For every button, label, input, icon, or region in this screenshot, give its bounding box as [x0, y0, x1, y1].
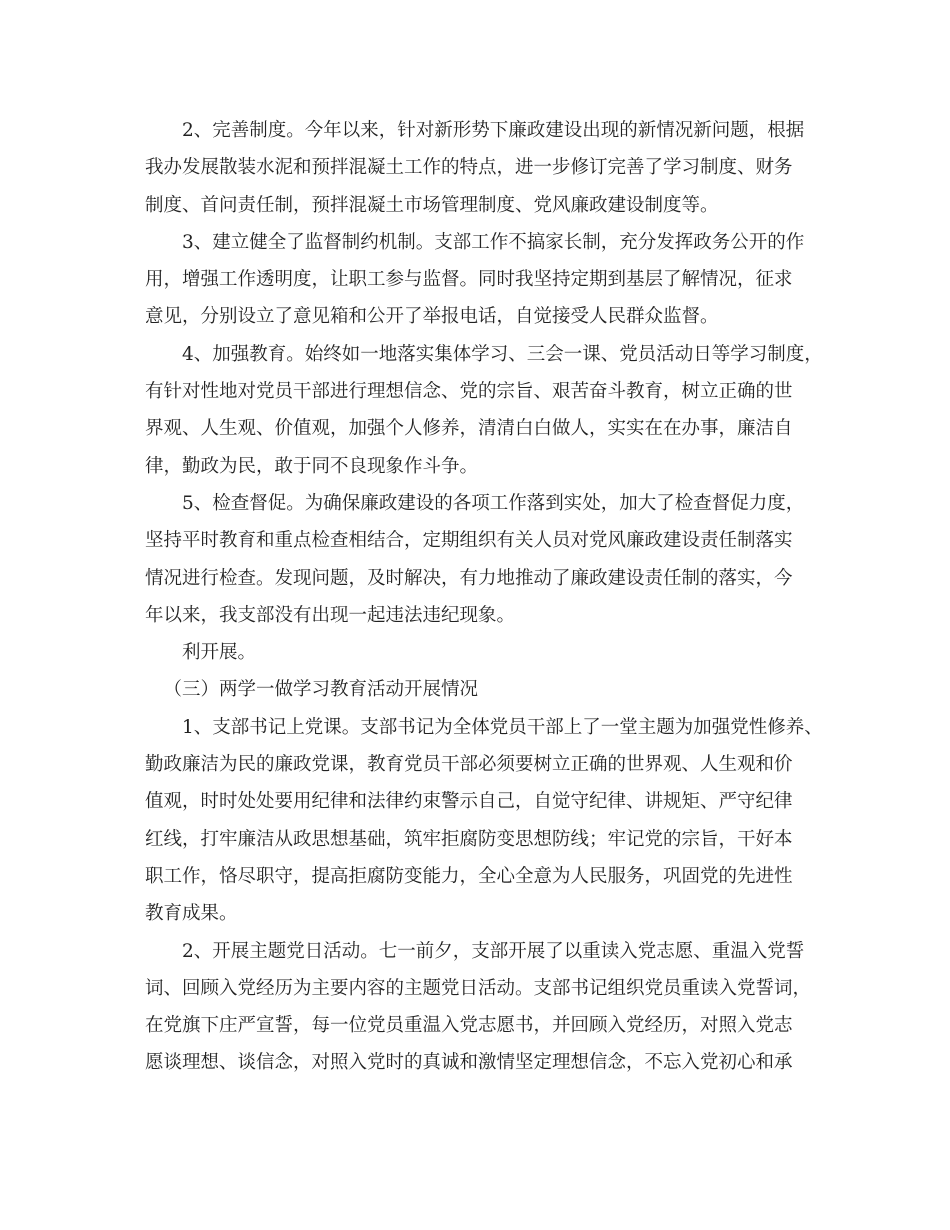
text-line: 用，增强工作透明度，让职工参与监督。同时我坚持定期到基层了解情况，征求: [145, 269, 793, 291]
paragraph-improve-system: [145, 112, 805, 224]
text-line: 律，勤政为民，敢于同不良现象作斗争。: [145, 455, 479, 477]
text-line: 利开展。: [182, 642, 257, 664]
text-line: 情况进行检查。发现问题，及时解决，有力地推动了廉政建设责任制的落实，今: [145, 567, 793, 589]
text-line: 红线，打牢廉洁从政思想基础，筑牢拒腐防变思想防线；牢记党的宗旨，干好本: [145, 828, 793, 850]
paragraph-fragment: [145, 634, 805, 671]
paragraph-supervision-mechanism: [145, 224, 805, 336]
text-line: 职工作，恪尽职守，提高拒腐防变能力，全心全意为人民服务，巩固党的先进性: [145, 865, 793, 887]
text-line: 3、建立健全了监督制约机制。支部工作不搞家长制，充分发挥政务公开的作: [182, 231, 805, 253]
text-line: 我办发展散装水泥和预拌混凝土工作的特点，进一步修订完善了学习制度、财务: [145, 157, 793, 179]
paragraph-party-lesson: [145, 709, 823, 933]
text-line: 坚持平时教育和重点检查相结合，定期组织有关人员对党风廉政建设责任制落实: [145, 530, 793, 552]
text-line: 界观、人生观、价值观，加强个人修养，清清白白做人，实实在在办事，廉洁自: [145, 418, 793, 440]
paragraph-theme-party-day: [145, 933, 812, 1082]
paragraph-strengthen-education: [145, 336, 823, 485]
text-line: 词、回顾入党经历为主要内容的主题党日活动。支部书记组织党员重读入党誓词，: [145, 977, 812, 999]
text-line: 值观，时时处处要用纪律和法律约束警示自己，自觉守纪律、讲规矩、严守纪律: [145, 791, 793, 813]
text-line: 4、加强教育。始终如一地落实集体学习、三会一课、党员活动日等学习制度，: [182, 343, 823, 365]
text-line: 2、完善制度。今年以来，针对新形势下廉政建设出现的新情况新问题，根据: [182, 120, 805, 141]
text-line: 有针对性地对党员干部进行理想信念、党的宗旨、艰苦奋斗教育，树立正确的世: [145, 381, 793, 403]
text-line: 意见，分别设立了意见箱和公开了举报电话，自觉接受人民群众监督。: [145, 306, 719, 328]
text-line: 在党旗下庄严宣誓，每一位党员重温入党志愿书，并回顾入党经历，对照入党志: [145, 1015, 793, 1037]
text-line: 制度、首问责任制，预拌混凝土市场管理制度、党风廉政建设制度等。: [145, 194, 719, 216]
section-heading-text: （三）两学一做学习教育活动开展情况: [163, 679, 479, 701]
text-line: 年以来，我支部没有出现一起违法违纪现象。: [145, 604, 516, 626]
text-line: 5、检查督促。为确保廉政建设的各项工作落到实处，加大了检查督促力度，: [182, 492, 805, 514]
text-line: 勤政廉洁为民的廉政党课，教育党员干部必须要树立正确的世界观、人生观和价: [145, 754, 793, 776]
document-body: [145, 112, 823, 1082]
section-heading: [145, 671, 805, 708]
paragraph-inspection: [145, 485, 805, 634]
text-line: 1、支部书记上党课。支部书记为全体党员干部上了一堂主题为加强党性修养、: [182, 716, 823, 738]
text-line: 教育成果。: [145, 903, 238, 925]
text-line: 2、开展主题党日活动。七一前夕，支部开展了以重读入党志愿、重温入党誓: [182, 940, 805, 962]
text-line: 愿谈理想、谈信念，对照入党时的真诚和激情坚定理想信念，不忘入党初心和承: [145, 1052, 793, 1074]
